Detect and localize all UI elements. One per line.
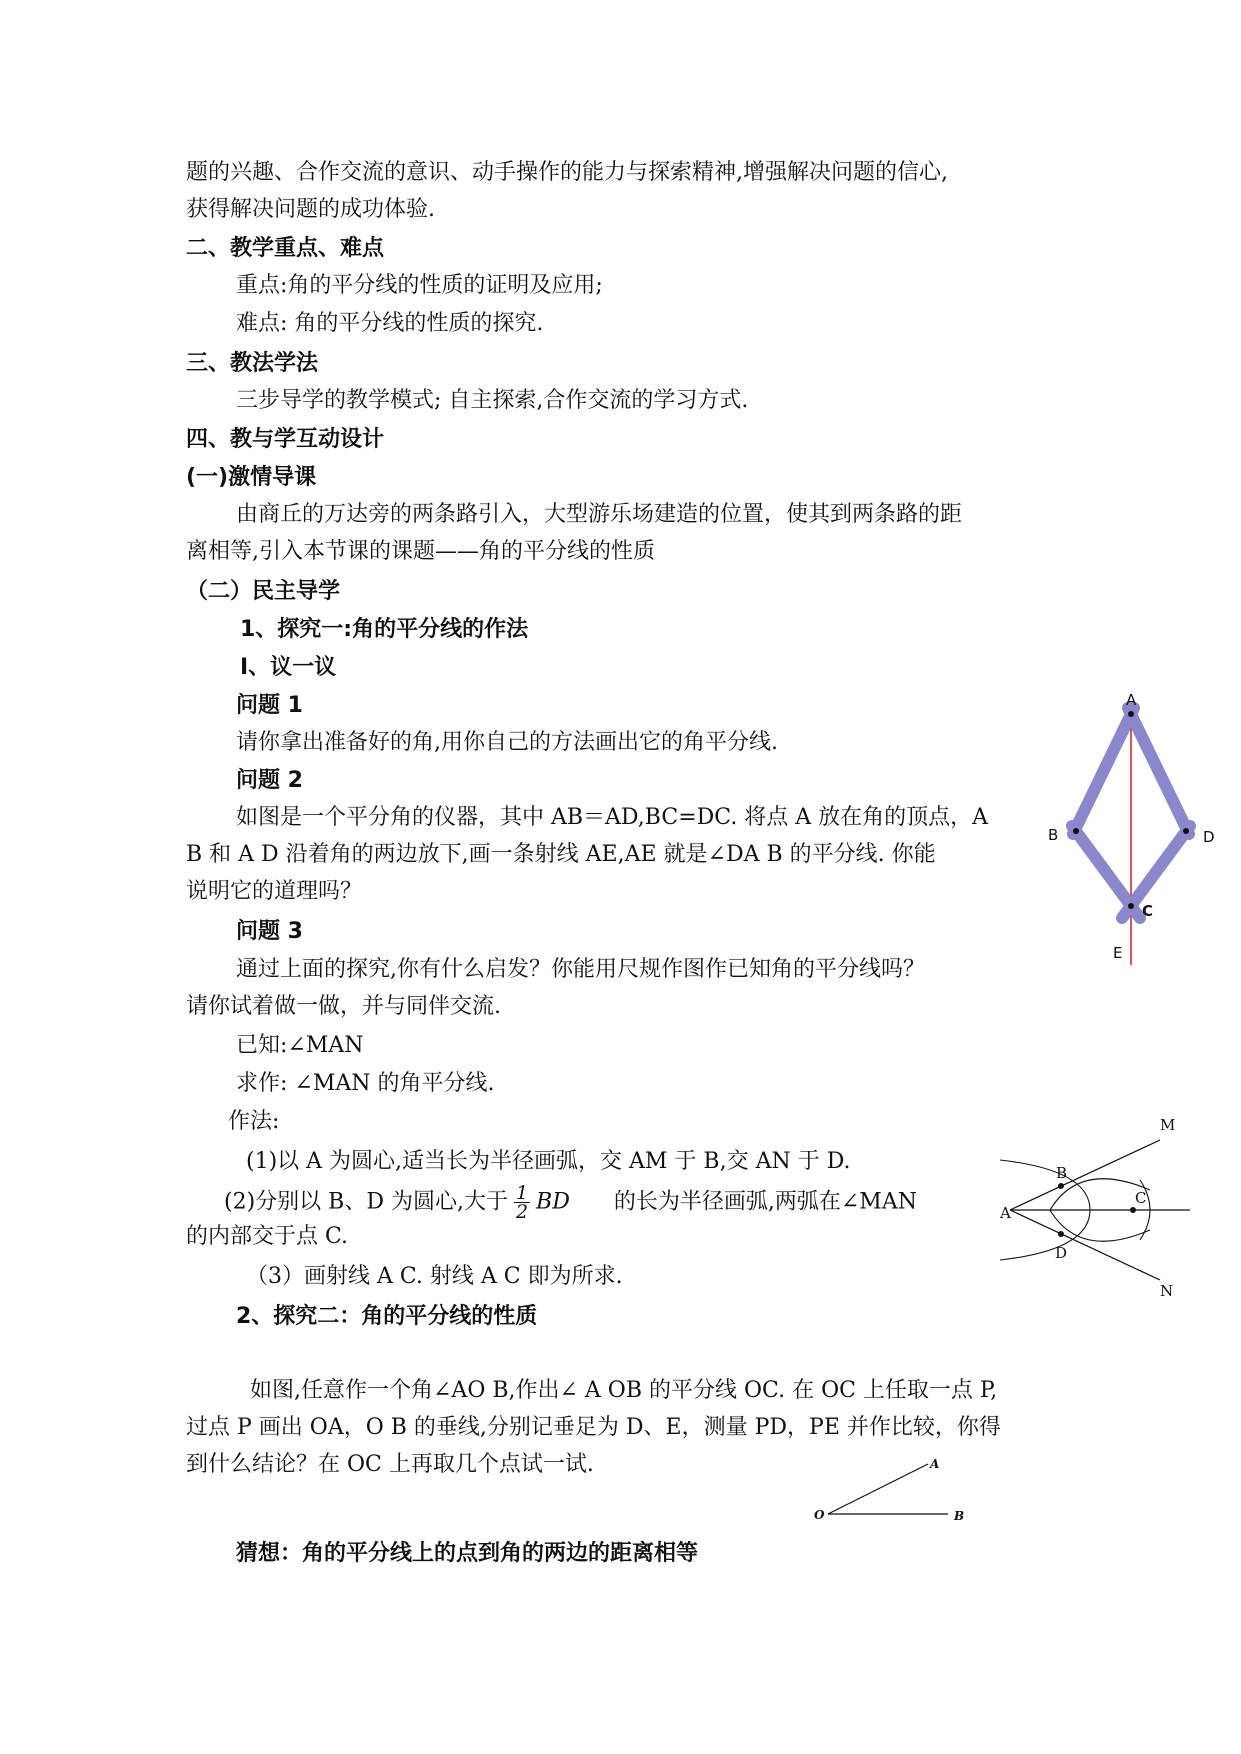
question2-line-3: 说明它的道理吗？ [186, 879, 363, 904]
question2-line-2: B 和 A D 沿着角的两边放下,画一条射线 AE,AE 就是∠DA B 的平分线. 你能 [186, 842, 936, 867]
label-n: N [1160, 1282, 1174, 1300]
point-c [1130, 1207, 1136, 1213]
question2-title: 问题 2 [236, 768, 303, 793]
label-b: B [1048, 826, 1059, 844]
part1-line-1: 由商丘的万达旁的两条路引入，大型游乐场建造的位置，使其到两条路的距 [236, 502, 963, 527]
construction-figure [1000, 1110, 1200, 1310]
label-a: A [1126, 691, 1137, 709]
explore2-line-3: 到什么结论？在 OC 上再取几个点试一试. [186, 1452, 594, 1477]
label-c2: C [1135, 1189, 1147, 1207]
step-2-continued: 的内部交于点 C. [186, 1224, 349, 1249]
section3-heading: 三、教法学法 [186, 351, 319, 376]
explore2-line-2: 过点 P 画出 OA，O B 的垂线,分别记垂足为 D、E，测量 PD，PE 并作比较，你得 [186, 1415, 1001, 1440]
fraction-denominator: 2 [515, 1201, 529, 1223]
label-b2: B [1056, 1164, 1068, 1182]
question3-line-2: 请你试着做一做，并与同伴交流. [186, 994, 501, 1019]
hinge-c [1128, 903, 1134, 909]
intro-line-2: 获得解决问题的成功体验. [186, 197, 435, 222]
label-b3: B [954, 1509, 965, 1523]
label-a2: A [1000, 1204, 1011, 1222]
step-2-part-a: (2)分别以 B、D 为圆心,大于 [224, 1189, 508, 1215]
part1-line-2: 离相等,引入本节课的课题——角的平分线的性质 [186, 539, 655, 564]
part1-heading: (一)激情导课 [186, 465, 317, 490]
teaching-method: 三步导学的教学模式; 自主探索,合作交流的学习方式. [236, 388, 749, 413]
explore2-heading: 2、探究二：角的平分线的性质 [236, 1304, 538, 1329]
question1-text: 请你拿出准备好的角,用你自己的方法画出它的角平分线. [236, 730, 778, 755]
label-d: D [1203, 828, 1215, 846]
label-c: C [1142, 902, 1154, 920]
difficulty: 难点: 角的平分线的性质的探究. [236, 311, 544, 336]
step-2 [224, 1184, 917, 1221]
segment-bd: BD [536, 1189, 570, 1215]
section4-heading: 四、教与学互动设计 [186, 427, 385, 452]
point-b [1058, 1183, 1064, 1189]
bar-ad [1128, 708, 1189, 834]
point-d [1058, 1231, 1064, 1237]
label-m: M [1160, 1116, 1176, 1134]
bar-ab [1073, 708, 1134, 834]
label-e: E [1113, 944, 1123, 962]
hinge-b [1073, 828, 1079, 834]
half-fraction [514, 1184, 530, 1221]
question2-line-1: 如图是一个平分角的仪器，其中 AB＝AD,BC=DC. 将点 A 放在角的顶点，A [236, 805, 989, 830]
explore1-heading: 1、探究一:角的平分线的作法 [240, 617, 529, 642]
hinge-a [1128, 711, 1134, 717]
find-bisector: 求作: ∠MAN 的角平分线. [236, 1071, 495, 1096]
conjecture: 猜想：角的平分线上的点到角的两边的距离相等 [236, 1541, 699, 1566]
key-point: 重点:角的平分线的性质的证明及应用; [236, 273, 603, 298]
step-1: (1)以 A 为圆心,适当长为半径画弧，交 AM 于 B,交 AN 于 D. [246, 1149, 851, 1174]
ray-oa [828, 1464, 928, 1514]
step-2-part-b: 的长为半径画弧,两弧在∠MAN [613, 1189, 917, 1215]
intro-line-1: 题的兴趣、合作交流的意识、动手操作的能力与探索精神,增强解决问题的信心, [186, 160, 948, 185]
hinge-d [1183, 828, 1189, 834]
angle-bisector-instrument-figure [1040, 690, 1220, 970]
question3-title: 问题 3 [236, 919, 303, 944]
known-angle: 已知:∠MAN [236, 1033, 364, 1058]
question3-line-1: 通过上面的探究,你有什么启发？你能用尺规作图作已知角的平分线吗？ [236, 957, 925, 982]
label-a3: A [930, 1457, 940, 1471]
section2-heading: 二、教学重点、难点 [186, 236, 385, 261]
discuss-heading: Ⅰ、议一议 [240, 655, 337, 680]
fraction-numerator: 1 [515, 1182, 529, 1204]
question1-title: 问题 1 [236, 693, 303, 718]
angle-aob-figure [808, 1452, 978, 1532]
label-o: O [814, 1508, 825, 1522]
ray-an [1010, 1210, 1160, 1280]
label-d2: D [1055, 1244, 1068, 1262]
arc-centered-b [1050, 1210, 1150, 1241]
step-3: （3）画射线 A C. 射线 A C 即为所求. [246, 1264, 623, 1289]
explore2-line-1: 如图,任意作一个角∠AO B,作出∠ A OB 的平分线 OC. 在 OC 上任取一点 P, [250, 1378, 998, 1403]
method-label: 作法: [228, 1109, 280, 1134]
part2-heading: （二）民主导学 [186, 579, 341, 604]
